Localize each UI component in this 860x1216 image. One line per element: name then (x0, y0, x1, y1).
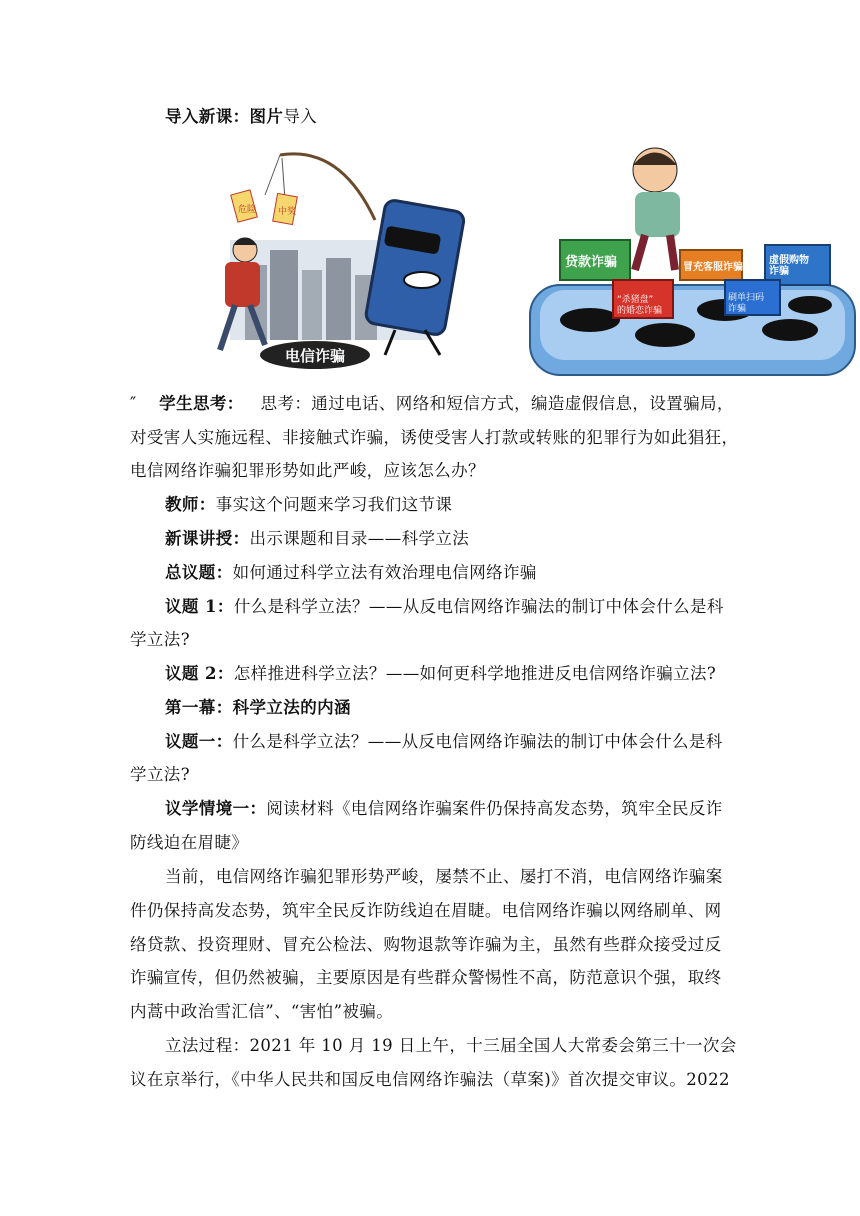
student-line-1 (130, 393, 734, 415)
card-2-text: 中奖 (278, 207, 297, 217)
sign-loan-text: 贷款诈骗 (565, 255, 618, 270)
topic1-label: 议题 1： (165, 597, 234, 616)
paragraph1-line-4: 诈骗宣传，但仍然被骗，主要原因是有些群众警惕性不高，防范意识个强，取终 (130, 968, 722, 987)
student-line-3: 电信网络诈骗犯罪形势如此严峻，应该怎么办？ (130, 461, 485, 480)
situation-label: 议学情境一： (165, 799, 267, 818)
situation-line-2: 防线迫在眉睫》 (130, 833, 249, 852)
intro-line (165, 106, 317, 128)
main-topic-label: 总议题： (165, 563, 233, 582)
teacher-text: 事实这个问题来学习我们这节课 (215, 495, 453, 514)
sign-impersonate-text: 冒充客服诈骗 (683, 262, 743, 273)
paragraph2-line-1: 立法过程：2021 年 10 月 19 日上午，十三届全国人大常委会第三十一次会 (165, 1036, 737, 1055)
topic-one-line-2: 学立法? (130, 765, 190, 784)
scene1-heading: 第一幕：科学立法的内涵 (165, 698, 351, 717)
paragraph1-line-1: 当前，电信网络诈骗犯罪形势严峻，屡禁不止、屡打不消，电信网络诈骗案 (165, 867, 723, 886)
paragraph1-line-2: 件仍保持高发态势，筑牢全民反诈防线迫在眉睫。电信网络诈骗以网络刷单、网 (130, 901, 722, 920)
sign-brushing-text: 刷单扫码诈骗 (728, 293, 765, 314)
card-1-text: 危险 (238, 205, 257, 215)
intro-label: 导入新课：图片 (165, 107, 284, 126)
student-mark: ″ (130, 394, 137, 413)
topic-one-line-1 (165, 731, 723, 753)
intro-suffix: 导入 (283, 107, 318, 126)
student-label: 学生思考： (159, 394, 244, 413)
new-lesson-line (165, 528, 469, 550)
paragraph1-line-5: 内蒿中政治雪汇信”、“害怕”被骗。 (130, 1002, 394, 1021)
new-lesson-text: 出示课题和目录——科学立法 (249, 529, 470, 548)
sign-romance-text: “杀猪盘”的婚恋诈骗 (617, 295, 663, 316)
student-line-2: 对受害人实施远程、非接触式诈骗，诱使受害人打款或转账的犯罪行为如此猖狂， (130, 428, 739, 447)
student-text-1: 思考：通过电话、网络和短信方式，编造虚假信息，设置骗局， (260, 394, 734, 413)
paragraph1-line-3: 络贷款、投资理财、冒充公检法、购物退款等诈骗为主，虽然有些群众接受过反 (130, 935, 722, 954)
sign-shopping-text: 虚假购物诈骗 (769, 255, 809, 277)
topic2-label: 议题 2： (165, 664, 234, 683)
topic2-text: 怎样推进科学立法？——如何更科学地推进反电信网络诈骗立法? (233, 664, 717, 683)
situation-line-1 (165, 798, 723, 820)
teacher-label: 教师： (165, 495, 216, 514)
main-topic-text: 如何通过科学立法有效治理电信网络诈骗 (232, 563, 537, 582)
new-lesson-label: 新课讲授： (165, 529, 250, 548)
teacher-line (165, 494, 452, 516)
topic2-line (165, 663, 716, 685)
topic1-line-2: 学立法? (130, 630, 190, 649)
banner-text: 电信诈骗 (285, 347, 346, 365)
topic1-text-1: 什么是科学立法？——从反电信网络诈骗法的制订中体会什么是科 (233, 597, 724, 616)
main-topic-line (165, 562, 537, 584)
situation-text-1: 阅读材料《电信网络诈骗案件仍保持高发态势，筑牢全民反诈 (266, 799, 723, 818)
fraud-trap-illustration (525, 140, 860, 380)
topic-one-label: 议题一： (165, 732, 233, 751)
fishing-phone-illustration (190, 140, 500, 370)
topic1-line-1 (165, 596, 724, 618)
topic-one-text-1: 什么是科学立法？——从反电信网络诈骗法的制订中体会什么是科 (232, 732, 723, 751)
paragraph2-line-2: 议在京举行，《中华人民共和国反电信网络诈骗法（草案)》首次提交审议。2022 (130, 1070, 730, 1089)
